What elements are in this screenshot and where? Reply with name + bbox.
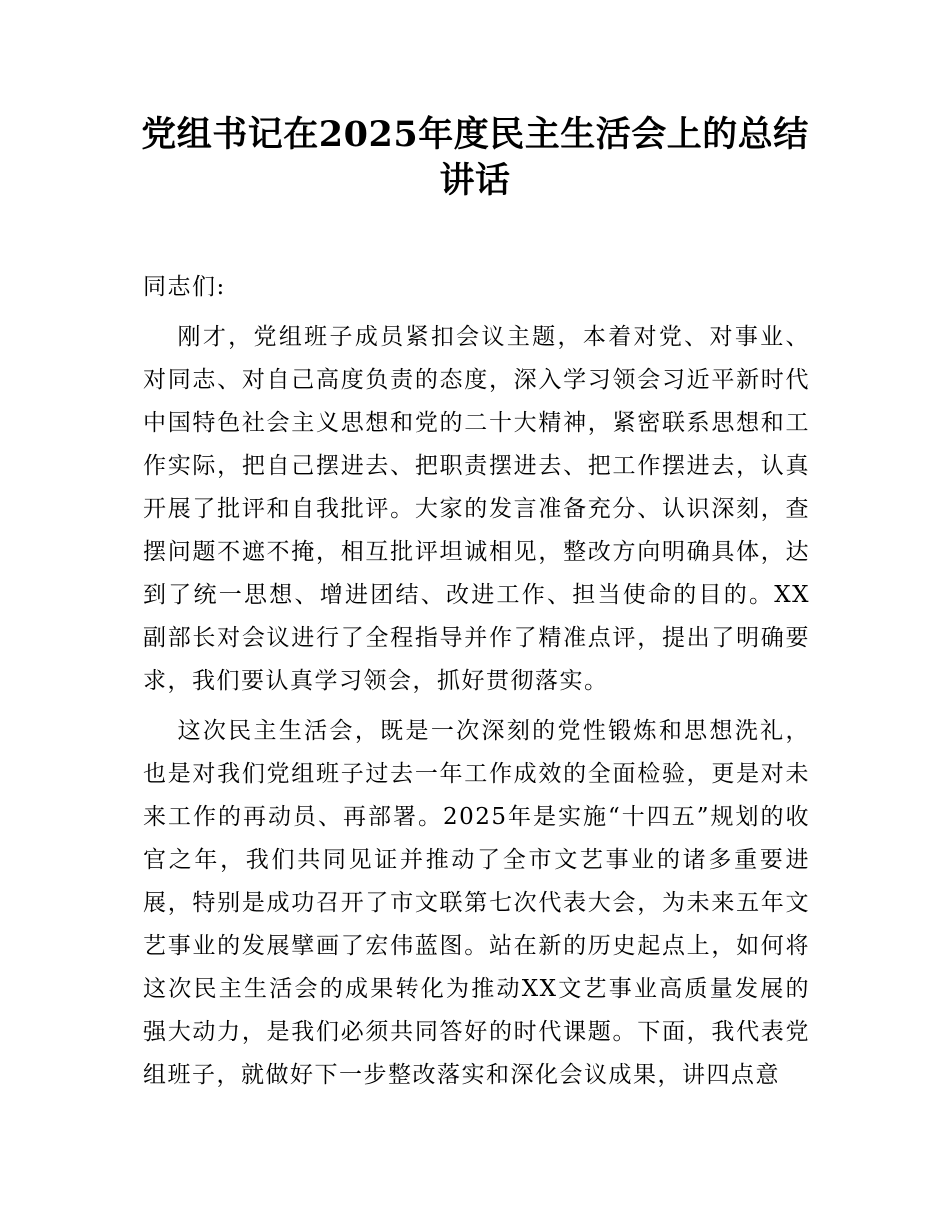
paragraph-1: 刚才，党组班子成员紧扣会议主题，本着对党、对事业、对同志、对自己高度负责的态度，深入学习领会习近平新时代中国特色社会主义思想和党的二十大精神，紧密联系思想和工作实际，把自己摆进去、把职责摆进去、把工作摆进去，认真开展了批评和自我批评。大家的发言准备充分、认识深刻，查摆问题不遮不掩，相互批评坦诚相见，整改方向明确具体，达到了统一思想、增进团结、改进工作、担当使命的目的。XX副部长对会议进行了全程指导并作了精准点评，提出了明确要求，我们要认真学习领会，抓好贯彻落实。 bbox=[143, 324, 810, 694]
document-body bbox=[143, 266, 810, 1104]
salutation: 同志们: bbox=[143, 274, 226, 300]
paragraph-2: 这次民主生活会，既是一次深刻的党性锻炼和思想洗礼，也是对我们党组班子过去一年工作成效的全面检验，更是对未来工作的再动员、再部署。2025年是实施“十四五”规划的收官之年，我们共同见证并推动了全市文艺事业的诸多重要进展，特别是成功召开了市文联第七次代表大会，为未来五年文艺事业的发展擘画了宏伟蓝图。站在新的历史起点上，如何将这次民主生活会的成果转化为推动XX文艺事业高质量发展的强大动力，是我们必须共同答好的时代课题。下面，我代表党组班子，就做好下一步整改落实和深化会议成果，讲四点意 bbox=[143, 718, 810, 1088]
document-title: 党组书记在2025年度民主生活会上的总结讲话 bbox=[141, 114, 809, 201]
